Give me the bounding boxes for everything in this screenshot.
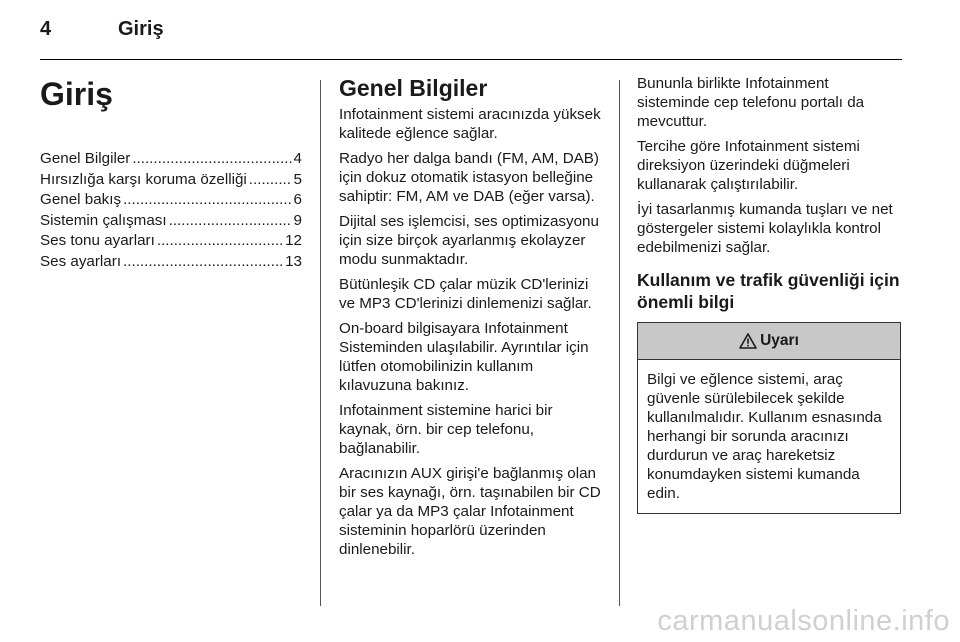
warning-triangle-icon <box>739 333 757 349</box>
section-paragraph: Infotainment sistemine harici bir kaynak, örn. bir cep telefonu, bağlanabilir. <box>339 402 553 457</box>
right-column <box>637 74 902 514</box>
toc-entry-title: Genel bakış <box>40 191 122 208</box>
toc-entry-page: 6 <box>293 191 302 208</box>
toc-entry-page: 9 <box>293 211 302 229</box>
toc-entry[interactable] <box>40 211 302 232</box>
right-paragraph: Bununla birlikte Infotainment sisteminde cep telefonu portalı da mevcuttur. <box>637 75 865 130</box>
toc-leader-dots <box>123 252 283 273</box>
warning-header <box>638 323 900 360</box>
toc-entry[interactable] <box>40 252 302 273</box>
right-paragraph: İyi tasarlanmış kumanda tuşları ve net göstergeler sistemi kolaylıkla kontrol edebilmenizi sağlar. <box>637 201 893 256</box>
header-rule <box>40 59 902 60</box>
toc-leader-dots <box>132 149 291 170</box>
section-column <box>339 74 604 565</box>
section-paragraph: Aracınızın AUX girişi'e bağlanmış olan bir ses kaynağı, örn. taşınabilen bir CD çalar ya da MP3 çalar Infotainment sisteminin hoparlörü üzerinden dinlenebilir. <box>339 465 601 558</box>
toc-entry[interactable] <box>40 149 302 170</box>
toc-entry[interactable] <box>40 231 302 252</box>
section-paragraph: Bütünleşik CD çalar müzik CD'lerinizi ve MP3 CD'lerinizi dinlemenizi sağlar. <box>339 276 592 312</box>
section-paragraph: On-board bilgisayara Infotainment Sisteminden ulaşılabilir. Ayrıntılar için lütfen otomobilinizin kullanım kılavuzuna bakınız. <box>339 320 589 394</box>
header-title: Giriş <box>118 18 164 40</box>
toc-entry-title: Hırsızlığa karşı koruma özelliği <box>40 170 247 188</box>
section-paragraph: Dijital ses işlemcisi, ses optimizasyonu için size birçok ayarlanmış ekolayzer modu sunmaktadır. <box>339 213 599 268</box>
toc-entry[interactable] <box>40 190 302 211</box>
table-of-contents <box>40 149 302 272</box>
right-paragraph: Tercihe göre Infotainment sistemi direksiyon üzerindeki düğmeleri kullanarak çalıştırılabilir. <box>637 138 860 193</box>
section-paragraph: Infotainment sistemi aracınızda yüksek kalitede eğlence sağlar. <box>339 106 601 142</box>
toc-entry-page: 13 <box>285 252 302 270</box>
section-paragraph: Radyo her dalga bandı (FM, AM, DAB) için dokuz otomatik istasyon belleğine sahiptir: FM, AM ve DAB (eğer varsa). <box>339 150 599 205</box>
warning-label: Uyarı <box>760 332 799 349</box>
toc-entry-page: 4 <box>293 150 302 167</box>
column-divider-2 <box>619 80 620 606</box>
safety-subheading: Kullanım ve trafik güvenliği için önemli bilgi <box>637 270 900 312</box>
toc-leader-dots <box>169 211 292 232</box>
chapter-title: Giriş <box>40 76 113 112</box>
watermark: carmanualsonline.info <box>657 605 950 637</box>
warning-box <box>637 322 901 514</box>
toc-entry-title: Ses tonu ayarları <box>40 232 155 249</box>
page-number: 4 <box>40 18 52 40</box>
toc-entry-page: 5 <box>293 170 302 188</box>
toc-entry-title: Genel Bilgiler <box>40 150 131 167</box>
toc-leader-dots <box>123 190 291 211</box>
section-title: Genel Bilgiler <box>339 75 488 101</box>
toc-leader-dots <box>249 170 292 191</box>
toc-leader-dots <box>157 231 283 252</box>
toc-entry-title: Sistemin çalışması <box>40 211 167 229</box>
toc-entry-title: Ses ayarları <box>40 252 122 270</box>
column-divider-1 <box>320 80 321 606</box>
warning-text: Bilgi ve eğlence sistemi, araç güvenle sürülebilecek şekilde kullanılmalıdır. Kullanım esnasında herhangi bir sorunda aracınızı durdurun ve araç hareketsiz konumdayken sistemi kumanda edin. <box>647 371 882 502</box>
chapter-column <box>40 74 302 272</box>
toc-entry-page: 12 <box>285 232 302 249</box>
toc-entry[interactable] <box>40 170 302 191</box>
